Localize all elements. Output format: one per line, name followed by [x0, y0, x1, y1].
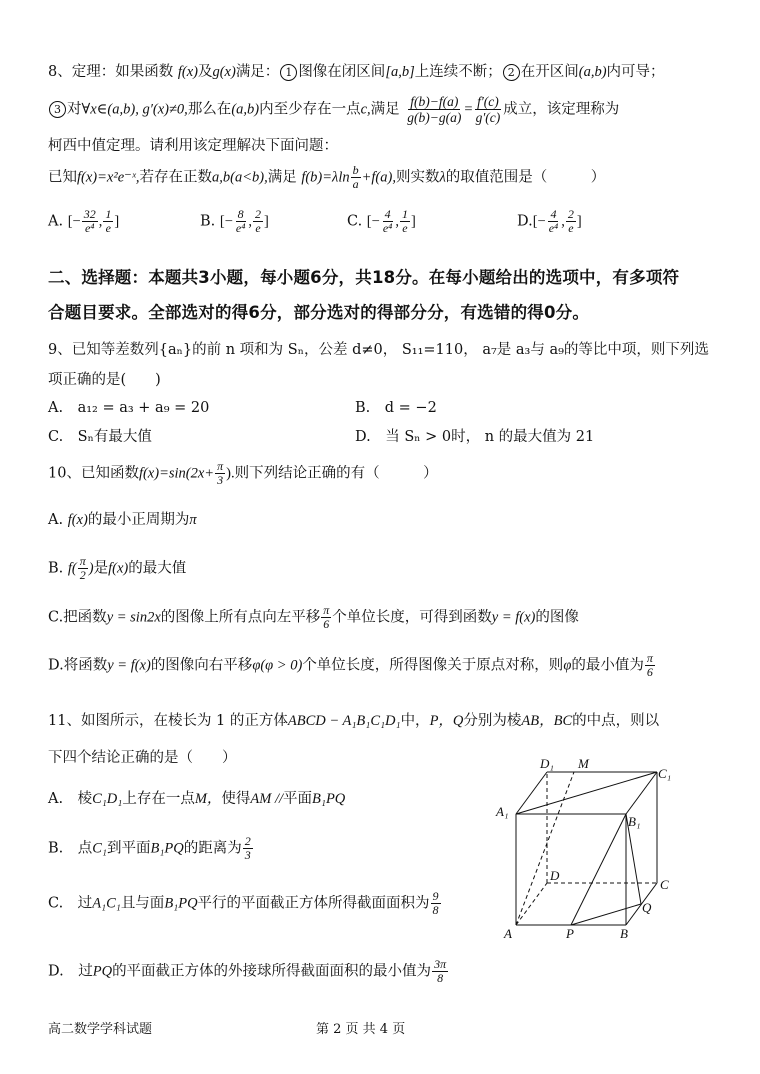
label-B: B — [620, 926, 628, 941]
q11-option-c[interactable]: C. 过A₁C₁且与面B₁PQ平行的平面截正方体所得截面面积为 $\frac{9}{8}$ — [48, 889, 439, 917]
label-B1: B₁ — [628, 814, 641, 829]
q10-option-a[interactable]: A. f(x)的最小正周期为π — [48, 512, 197, 528]
label-A1: A₁ — [496, 804, 509, 819]
q10-option-c[interactable]: C.把函数y = sin2x的图像上所有点向左平移 $\frac{\pi}{6}$ 个单位长度，可得到函数y = f(x)的图像 — [48, 603, 579, 631]
cube-figure — [492, 752, 692, 942]
q9-option-d[interactable]: D. 当 Sₙ > 0时， n 的最大值为 21 — [355, 429, 595, 445]
label-M: M — [578, 756, 589, 771]
q11-option-b[interactable]: B. 点C₁到平面B₁PQ的距离为 $\frac{2}{3}$ — [48, 834, 251, 862]
line-B1-P — [571, 814, 626, 925]
edge-A-D-hidden — [516, 883, 547, 925]
q8-line3: 柯西中值定理。请利用该定理解决下面问题： — [48, 138, 338, 154]
cauchy-lhs-fraction: $\frac{f(b)-f(a)}{g(b)-g(a)}$ — [407, 94, 462, 125]
q8-option-c[interactable]: C. [− $\frac{4}{\text{e⁴}}$ , $\frac{1}{e}$ ] — [347, 207, 416, 235]
label-C: C — [660, 877, 669, 892]
footer-subject: 高二数学学科试题 — [48, 1022, 153, 1037]
ln-fraction: $\frac{b}{a}$ — [352, 163, 359, 191]
label-P: P — [566, 926, 574, 941]
section-heading-line2: 合题目要求。全部选对的得6分，部分选对的得部分分，有选错的得0分。 — [48, 303, 590, 322]
q9-line1: 9、已知等差数列{aₙ}的前 n 项和为 Sₙ，公差 d≠0， S₁₁=110， a₇是 a₃与 a₉的等比中项，则下列选 — [48, 342, 709, 358]
q8-line2: 3 对∀x∈(a,b), g′(x)≠0,那么在(a,b)内至少存在一点c,满足 $\frac{f(b)-f(a)}{g(b)-g(a)}$ = $\frac{f'(c)}{g'(c)}$ 成立，该定理称为 — [48, 94, 619, 125]
q9-option-a[interactable]: A. a₁₂ = a₃ + a₉ = 20 — [48, 400, 210, 416]
q11-option-a[interactable]: A. 棱C₁D₁上存在一点M，使得AM //平面B₁PQ — [48, 791, 346, 807]
q10-option-b[interactable]: B. f( $\frac{\pi}{2}$ )是f(x)的最大值 — [48, 554, 187, 582]
label-D1: D₁ — [540, 756, 554, 771]
edge-A-M-hidden — [516, 772, 574, 925]
q8-option-b[interactable]: B. [− $\frac{8}{\text{e⁴}}$ , $\frac{2}{e}$ ] — [200, 207, 269, 235]
q8-number: 8、 — [48, 64, 72, 80]
edge-A1-D1 — [516, 772, 547, 814]
q8-option-d[interactable]: D.[− $\frac{4}{\text{e⁴}}$ , $\frac{2}{e}$ ] — [517, 207, 582, 235]
circled-number-1: 1 — [280, 64, 297, 81]
section-heading-line1: 二、选择题：本题共3小题，每小题6分，共18分。在每小题给出的选项中，有多项符 — [48, 268, 680, 287]
q8-option-a[interactable]: A. [− $\frac{32}{\text{e⁴}}$ , $\frac{1}{e}$ ] — [48, 207, 120, 235]
q8-line4: 已知f(x)=x²e⁻ˣ,若存在正数a,b(a<b),满足 f(b)=λln $\frac{b}{a}$ +f(a),则实数λ的取值范围是（ ） — [48, 163, 606, 191]
q11-line2: 下四个结论正确的是（ ） — [48, 750, 237, 766]
diag-A1-C1 — [516, 772, 657, 814]
q10-option-d[interactable]: D.将函数y = f(x)的图像向右平移φ(φ > 0)个单位长度，所得图像关于原点对称，则φ的最小值为 $\frac{\pi}{6}$ — [48, 651, 653, 679]
cauchy-rhs-fraction: $\frac{f'(c)}{g'(c)}$ — [475, 94, 501, 125]
label-Q: Q — [642, 900, 652, 915]
q9-line2: 项正确的是( ) — [48, 372, 161, 388]
edge-B1-C1 — [626, 772, 657, 814]
q8-line1: 8、定理：如果函数 f(x)及g(x)满足： 1 图像在闭区间[a,b]上连续不断； 2 在开区间(a,b)内可导； — [48, 64, 665, 80]
label-C1: C₁ — [658, 766, 672, 781]
circled-number-2: 2 — [503, 64, 520, 81]
label-D: D — [550, 868, 560, 883]
q10-stem: 10、已知函数f(x)=sin(2x+ $\frac{\pi}{3}$ ).则下列结论正确的有（ ） — [48, 459, 438, 487]
label-A: A — [504, 926, 512, 941]
q9-option-c[interactable]: C. Sₙ有最大值 — [48, 429, 152, 445]
q9-option-b[interactable]: B. d = −2 — [355, 400, 437, 416]
circled-number-3: 3 — [49, 101, 66, 118]
q11-line1: 11、如图所示，在棱长为 1 的正方体ABCD − A₁B₁C₁D₁中，P，Q分别为棱AB，BC的中点，则以 — [48, 713, 660, 729]
line-P-Q — [571, 904, 641, 925]
q11-option-d[interactable]: D. 过PQ的平面截正方体的外接球所得截面面积的最小值为 $\frac{3\pi}{8}$ — [48, 957, 447, 985]
footer-page-number: 第 2 页 共 4 页 — [316, 1022, 406, 1037]
